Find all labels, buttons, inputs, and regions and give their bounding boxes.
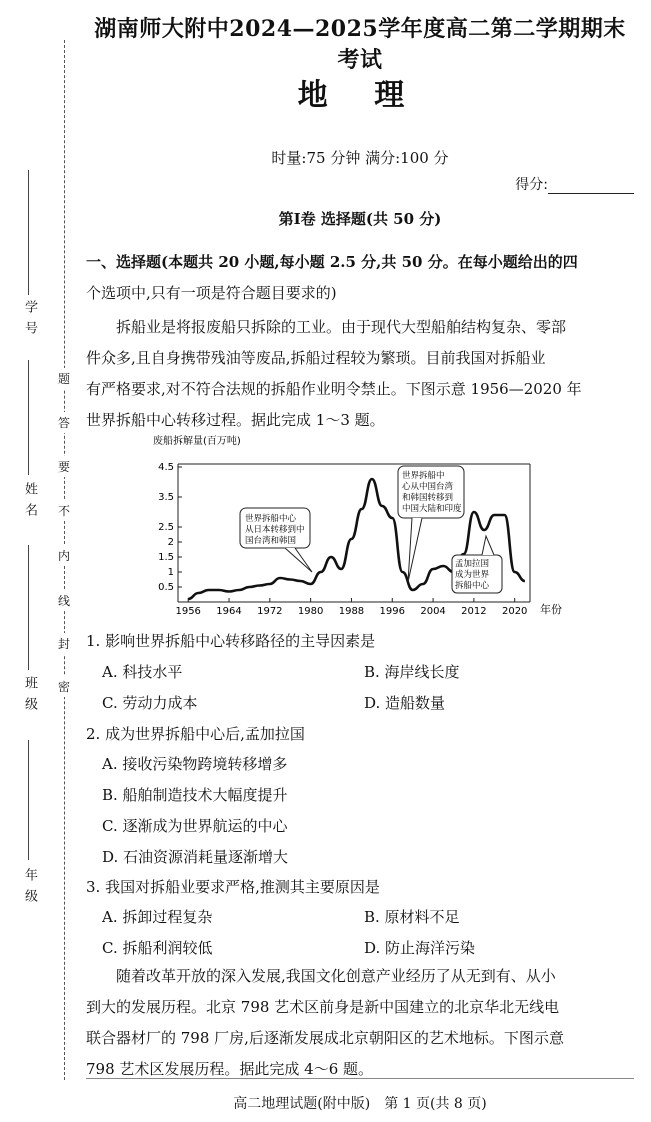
seal-char: 不 bbox=[53, 500, 75, 521]
y-tick-label: 1 bbox=[167, 567, 174, 578]
y-tick-label: 2.5 bbox=[158, 522, 174, 533]
annotation-1-pointer bbox=[285, 548, 312, 572]
intro-line bbox=[86, 247, 638, 278]
seal-char: 内 bbox=[53, 545, 75, 566]
y-tick-label: 2 bbox=[167, 537, 174, 548]
annotation-3-pointer bbox=[482, 536, 494, 555]
option[interactable]: A. 拆卸过程复杂 bbox=[102, 908, 213, 926]
exam-title: 湖南师大附中2024—2025学年度高二第二学期期末考试 bbox=[94, 16, 626, 73]
option[interactable]: C. 逐渐成为世界航运的中心 bbox=[102, 817, 288, 835]
score-label: 得分: bbox=[515, 177, 548, 193]
passage-line: 联合器材厂的 798 厂房,后逐渐发展成北京朝阳区的艺术地标。下图示意 bbox=[86, 1029, 564, 1047]
y-tick-label: 4.5 bbox=[158, 462, 174, 473]
annotation-2-pointer bbox=[408, 518, 422, 582]
page-footer: 高二地理试题(附中版) 第 1 页(共 8 页) bbox=[233, 1096, 487, 1112]
annotation-1 bbox=[240, 508, 312, 572]
x-tick-label: 1956 bbox=[175, 606, 201, 617]
x-tick-label: 2004 bbox=[420, 606, 446, 617]
passage-line: 到大的发展历程。北京 798 艺术区前身是新中国建立的北京华北无线电 bbox=[86, 998, 560, 1016]
passage-line: 有严格要求,对不符合法规的拆船作业明令禁止。下图示意 1956—2020 年 bbox=[86, 380, 582, 398]
score-box bbox=[515, 174, 634, 194]
seal-char: 线 bbox=[53, 590, 75, 611]
time-info: 时量:75 分钟 满分:100 分 bbox=[271, 149, 449, 167]
passage-line: 件众多,且自身携带残油等废品,拆船过程较为繁琐。目前我国对拆船业 bbox=[86, 349, 546, 367]
banji-line bbox=[28, 545, 29, 670]
x-tick-label: 2020 bbox=[501, 606, 528, 617]
passage-line: 拆船业是将报废船只拆除的工业。由于现代大型船舶结构复杂、零部 bbox=[86, 318, 567, 336]
y-tick-label: 3.5 bbox=[158, 492, 174, 503]
section-title: 第Ⅰ卷 选择题(共 50 分) bbox=[278, 210, 442, 228]
xuehao-line bbox=[28, 170, 29, 295]
x-tick-label: 1964 bbox=[216, 606, 242, 617]
option[interactable]: C. 劳动力成本 bbox=[102, 694, 198, 712]
xingming-label: 姓 名 bbox=[22, 482, 37, 519]
nianji-label: 年 级 bbox=[22, 868, 37, 905]
option[interactable]: D. 造船数量 bbox=[364, 694, 446, 712]
question-stem: 3. 我国对拆船业要求严格,推测其主要原因是 bbox=[86, 878, 380, 896]
intro-text: 一、选择题(本题共 20 小题,每小题 2.5 分,共 50 分。在每小题给出的四 bbox=[86, 253, 578, 271]
option[interactable]: B. 海岸线长度 bbox=[364, 663, 460, 681]
binding-margin bbox=[0, 0, 78, 1122]
passage-line: 世界拆船中心转移过程。据此完成 1～3 题。 bbox=[86, 411, 385, 429]
seal-char: 答 bbox=[53, 412, 75, 433]
annotation-3-text: 孟加拉国成为世界拆船中心 bbox=[455, 559, 490, 591]
option[interactable]: B. 船舶制造技术大幅度提升 bbox=[102, 786, 288, 804]
x-tick-label: 1988 bbox=[338, 606, 365, 617]
footer-rule bbox=[86, 1078, 634, 1079]
option[interactable]: D. 防止海洋污染 bbox=[364, 939, 476, 957]
question-stem: 1. 影响世界拆船中心转移路径的主导因素是 bbox=[86, 632, 376, 650]
passage-line: 798 艺术区发展历程。据此完成 4～6 题。 bbox=[86, 1060, 374, 1078]
nianji-line bbox=[28, 740, 29, 860]
ship-breaking-chart bbox=[90, 432, 580, 622]
option[interactable]: D. 石油资源消耗量逐渐增大 bbox=[102, 848, 289, 866]
xingming-line bbox=[28, 360, 29, 475]
subject-title: 地 理 bbox=[297, 78, 423, 113]
x-tick-label: 2012 bbox=[461, 606, 487, 617]
option[interactable]: A. 接收污染物跨境转移增多 bbox=[102, 755, 288, 773]
question-stem: 2. 成为世界拆船中心后,孟加拉国 bbox=[86, 725, 305, 743]
x-tick-label: 1996 bbox=[379, 606, 405, 617]
annotation-2-text: 世界拆船中心从中国台湾和韩国转移到中国大陆和印度 bbox=[402, 471, 462, 514]
annotation-1-text: 世界拆船中心从日本转移到中国台湾和韩国 bbox=[245, 514, 305, 546]
seal-char: 密 bbox=[53, 676, 75, 697]
seal-char: 要 bbox=[53, 456, 75, 477]
y-tick-label: 0.5 bbox=[158, 582, 174, 593]
x-tick-label: 1980 bbox=[297, 606, 324, 617]
y-tick-label: 1.5 bbox=[158, 552, 174, 563]
x-axis-label: 年份 bbox=[540, 603, 562, 616]
x-tick-label: 1972 bbox=[257, 606, 283, 617]
passage-line: 随着改革开放的深入发展,我国文化创意产业经历了从无到有、从小 bbox=[86, 967, 556, 985]
option[interactable]: B. 原材料不足 bbox=[364, 908, 460, 926]
seal-char: 封 bbox=[53, 633, 75, 654]
intro-line: 个选项中,只有一项是符合题目要求的) bbox=[86, 284, 337, 302]
xuehao-label: 学 号 bbox=[22, 300, 37, 337]
banji-label: 班 级 bbox=[22, 676, 37, 713]
option[interactable]: A. 科技水平 bbox=[102, 663, 183, 681]
y-axis-label: 废船拆解量(百万吨) bbox=[153, 436, 241, 447]
seal-char: 题 bbox=[53, 368, 75, 389]
score-blank bbox=[548, 179, 634, 194]
annotation-3 bbox=[452, 536, 502, 593]
option[interactable]: C. 拆船利润较低 bbox=[102, 939, 213, 957]
